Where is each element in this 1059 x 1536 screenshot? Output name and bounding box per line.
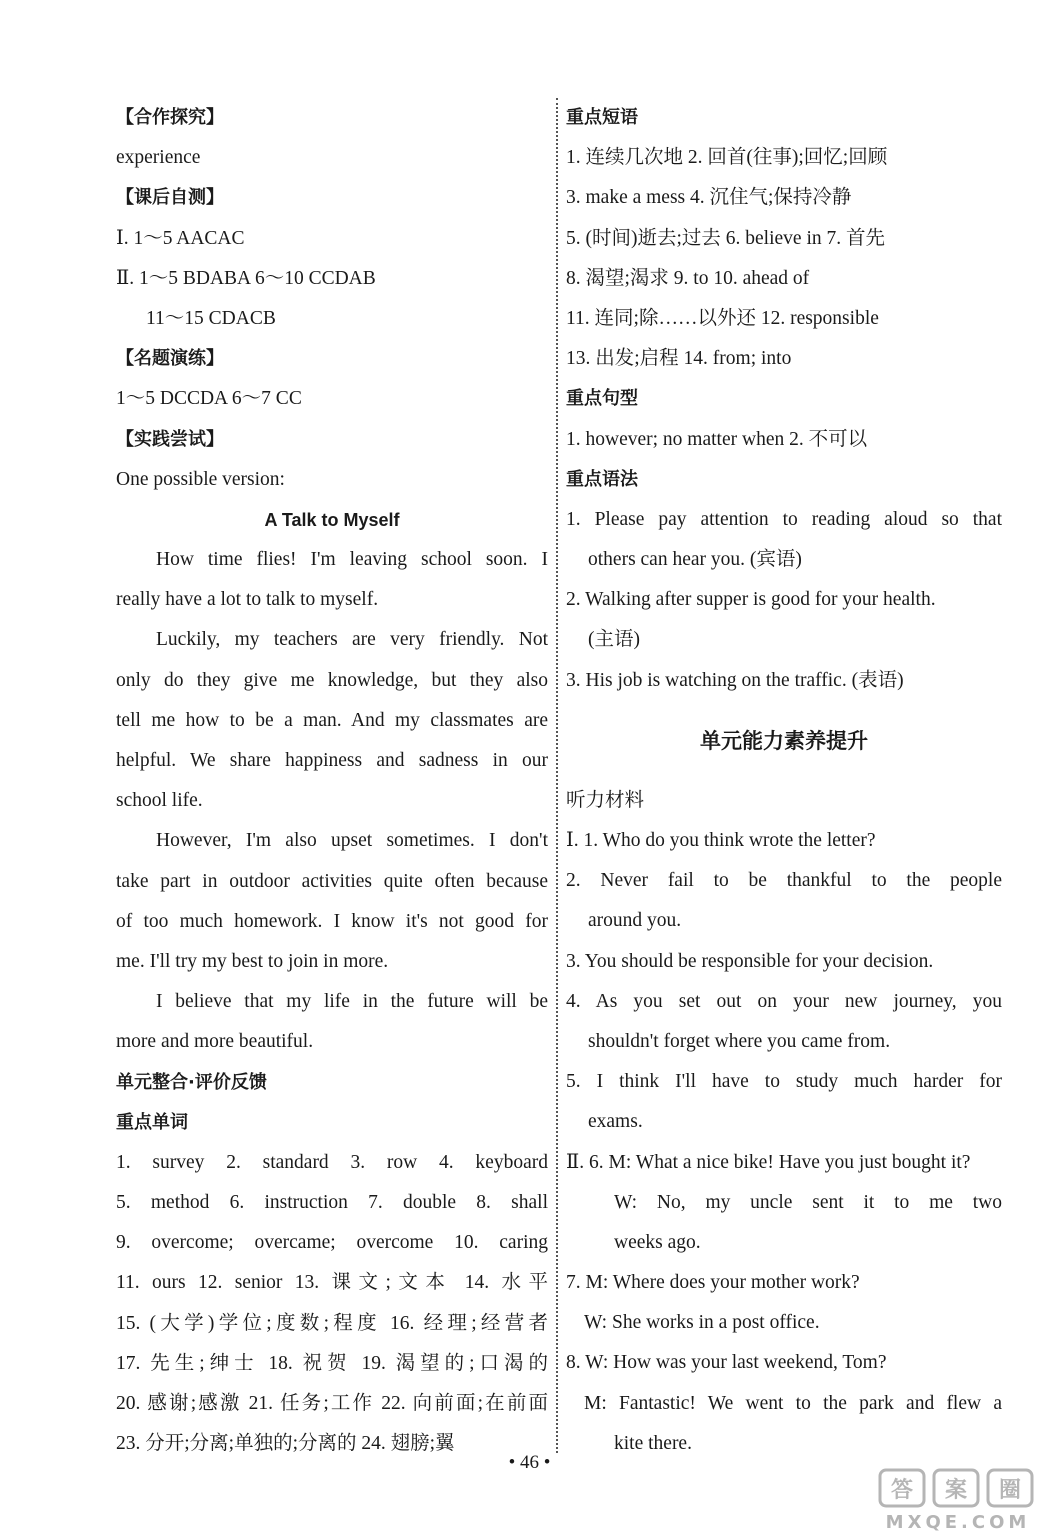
- left-line: I believe that my life in the future will be: [156, 991, 548, 1013]
- right-line: 单元能力素养提升: [700, 728, 868, 753]
- left-line: 20. 感谢;感激 21. 任务;工作 22. 向前面;在前面: [116, 1393, 548, 1414]
- left-line: really have a lot to talk to myself.: [116, 589, 379, 611]
- left-line: me. I'll try my best to join in more.: [116, 950, 389, 972]
- right-line: exams.: [588, 1111, 643, 1133]
- right-line: 2. Never fail to be thankful to the people: [566, 870, 1002, 892]
- right-line: 7. M: Where does your mother work?: [566, 1272, 860, 1294]
- right-line: 5. (时间)逝去;过去 6. believe in 7. 首先: [566, 227, 885, 249]
- left-line: more and more beautiful.: [116, 1031, 314, 1053]
- right-line: 8. W: How was your last weekend, Tom?: [566, 1352, 887, 1374]
- right-line: 13. 出发;启程 14. from; into: [566, 348, 792, 370]
- right-line: weeks ago.: [614, 1231, 701, 1253]
- left-line: 【名题演练】: [116, 348, 224, 370]
- left-line: 单元整合·评价反馈: [116, 1071, 267, 1093]
- left-line: How time flies! I'm leaving school soon. I: [156, 549, 548, 571]
- watermark-logo: [872, 1466, 1047, 1532]
- column-divider: [556, 98, 558, 1453]
- right-column: [566, 98, 1002, 1464]
- right-line: 3. make a mess 4. 沉住气;保持冷静: [566, 187, 852, 209]
- right-line: 1. Please pay attention to reading aloud so that: [566, 508, 1002, 530]
- left-line: One possible version:: [116, 468, 285, 490]
- left-line: 11. ours 12. senior 13. 课文;文本 14. 水平: [116, 1272, 548, 1294]
- right-line: M: Fantastic! We went to the park and flew a: [584, 1392, 1002, 1414]
- left-line: Ⅰ. 1～5 AACAC: [116, 227, 245, 249]
- left-column: [116, 98, 548, 1464]
- right-line: others can hear you. (宾语): [588, 549, 802, 571]
- left-line: 9. overcome; overcame; overcome 10. caring: [116, 1232, 548, 1254]
- right-line: 听力材料: [566, 789, 645, 811]
- svg-text:圈: 圈: [998, 1478, 1022, 1503]
- right-line: 4. As you set out on your new journey, you: [566, 990, 1002, 1012]
- right-line: 重点短语: [566, 107, 638, 128]
- left-line: 1～5 DCCDA 6～7 CC: [116, 388, 302, 410]
- left-line: 【实践尝试】: [116, 428, 224, 450]
- right-line: around you.: [588, 910, 682, 932]
- right-line: shouldn't forget where you came from.: [588, 1030, 891, 1052]
- right-line: 5. I think I'll have to study much harder for: [566, 1071, 1002, 1093]
- right-line: W: She works in a post office.: [584, 1312, 820, 1334]
- left-line: 15. (大学)学位;度数;程度 16. 经理;经营者: [116, 1312, 548, 1334]
- left-line: of too much homework. I know it's not good for: [116, 910, 548, 932]
- right-line: 1. 连续几次地 2. 回首(往事);回忆;回顾: [566, 147, 888, 169]
- page-number: • 46 •: [508, 1452, 551, 1473]
- right-line: kite there.: [614, 1432, 692, 1454]
- left-line: A Talk to Myself: [264, 509, 400, 530]
- right-line: Ⅱ. 6. M: What a nice bike! Have you just bought it?: [566, 1151, 971, 1173]
- left-line: Ⅱ. 1～5 BDABA 6～10 CCDAB: [116, 267, 376, 289]
- right-line: 2. Walking after supper is good for your health.: [566, 589, 936, 611]
- left-line: 重点单词: [116, 1111, 188, 1133]
- right-line: 重点语法: [566, 468, 638, 490]
- right-line: Ⅰ. 1. Who do you think wrote the letter?: [566, 830, 876, 851]
- right-line: W: No, my uncle sent it to me two: [614, 1191, 1002, 1213]
- left-line: 【课后自测】: [116, 187, 224, 209]
- left-line: 5. method 6. instruction 7. double 8. shall: [116, 1192, 548, 1214]
- left-line: helpful. We share happiness and sadness in our: [116, 750, 548, 771]
- left-line: take part in outdoor activities quite often because: [116, 870, 548, 892]
- left-line: experience: [116, 147, 201, 169]
- left-line: tell me how to be a man. And my classmates are: [116, 709, 548, 731]
- svg-text:案: 案: [944, 1478, 968, 1503]
- left-line: 11～15 CDACB: [146, 307, 276, 329]
- left-line: 23. 分开;分离;单独的;分离的 24. 翅膀;翼: [116, 1433, 455, 1455]
- right-line: 重点句型: [566, 388, 638, 410]
- right-line: 3. You should be responsible for your decision.: [566, 950, 934, 972]
- left-line: 1. survey 2. standard 3. row 4. keyboard: [116, 1151, 548, 1173]
- right-line: 11. 连同;除……以外还 12. responsible: [566, 307, 879, 329]
- right-line: 1. however; no matter when 2. 不可以: [566, 428, 868, 450]
- left-line: 17. 先生;绅士 18. 祝贺 19. 渴望的;口渴的: [116, 1352, 548, 1374]
- svg-text:答: 答: [890, 1478, 914, 1503]
- svg-text:MXQE.COM: MXQE.COM: [885, 1512, 1031, 1532]
- left-line: only do they give me knowledge, but they also: [116, 669, 548, 691]
- left-line: However, I'm also upset sometimes. I don't: [156, 830, 548, 852]
- left-line: Luckily, my teachers are very friendly. Not: [156, 629, 548, 651]
- right-line: 8. 渴望;渴求 9. to 10. ahead of: [566, 267, 810, 289]
- right-line: (主语): [588, 629, 640, 651]
- left-line: school life.: [116, 790, 203, 812]
- right-line: 3. His job is watching on the traffic. (表语): [566, 669, 904, 691]
- left-line: 【合作探究】: [116, 107, 224, 128]
